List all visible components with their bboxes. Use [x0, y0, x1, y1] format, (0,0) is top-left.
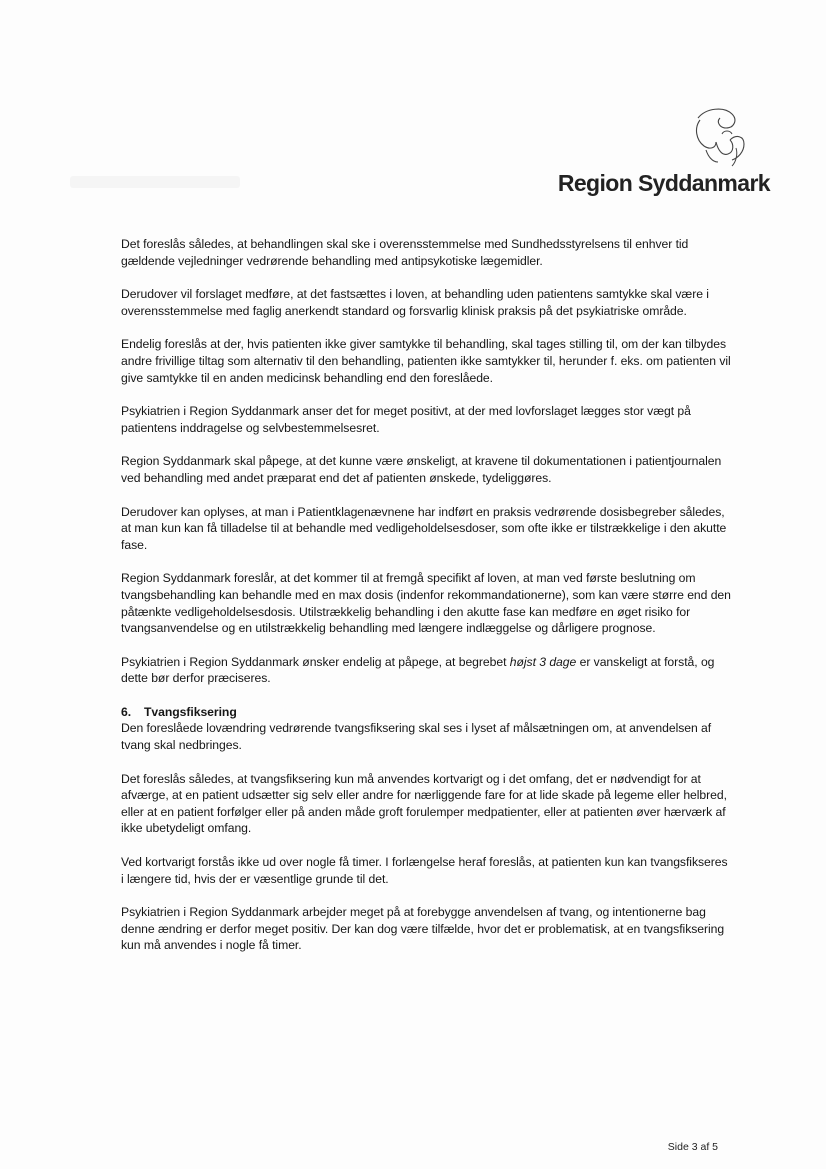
- faded-header-mark: [70, 176, 240, 188]
- section-title: Tvangsfiksering: [144, 704, 237, 719]
- paragraph-text: Psykiatrien i Region Syddanmark ønsker endelig at påpege, at begrebet: [121, 654, 510, 669]
- paragraph: Derudover vil forslaget medføre, at det fastsættes i loven, at behandling uden patientens samtykke skal være i overensstemmelse med faglig anerkendt standard og forsvarlig klinisk praksis på det psykiatriske område.: [121, 287, 709, 318]
- paragraph: Endelig foreslås at der, hvis patienten ikke giver samtykke til behandling, skal tages stilling til, om der kan tilbydes andre frivillige tiltag som alternativ til den behandling, patienten ikke samtykker til, herunder f. eks. om patienten vil give samtykke til en anden medicinsk behandling end den foreslåede.: [121, 337, 731, 385]
- paragraph: Den foreslåede lovændring vedrørende tvangsfiksering skal ses i lyset af målsætningen om, at anvendelsen af tvang skal nedbringes.: [121, 721, 712, 753]
- emphasized-term: højst 3 dage: [509, 654, 577, 669]
- section-number: 6.: [121, 704, 132, 719]
- section-heading: [121, 704, 731, 721]
- paragraph: Psykiatrien i Region Syddanmark anser det for meget positivt, at der med lovforslaget lægges stor vægt på patientens inddragelse og selvbestemmelsesret.: [121, 404, 691, 435]
- paragraph: Derudover kan oplyses, at man i Patientklagenævnene har indført en praksis vedrørende dosisbegreber således, at man kun kan få tilladelse til at behandle med vedligeholdelsesdoser, som ofte ikke er tilstrækkelige i den akutte fase.: [121, 504, 727, 552]
- paragraph: Det foreslås således, at tvangsfiksering kun må anvendes kortvarigt og i det omfang, det er nødvendigt for at afværge, at en patient udsætter sig selv eller andre for nærliggende fare for at lide skade på legeme eller helbred, eller at en patient forfølger eller på anden måde groft forulemper medpatienter, eller at patienten øver hærværk af ikke ubetydeligt omfang.: [121, 771, 727, 836]
- paragraph: Region Syddanmark foreslår, at det kommer til at fremgå specifikt af loven, at man ved første beslutning om tvangsbehandling kan behandle med en max dosis (indenfor rekommandationerne), som kan være større end den påtænkte vedligeholdelsesdosis. Utilstrækkelig behandling i den akutte fase kan medføre en øget risiko for tvangsanvendelse og en utilstrækkelig behandling med længere indlæggelse og dårligere prognose.: [121, 571, 731, 636]
- paragraph: Region Syddanmark skal påpege, at det kunne være ønskeligt, at kravene til dokumentationen i patientjournalen ved behandling med andet præparat end det af patienten ønskede, tydeliggøres.: [121, 454, 722, 485]
- org-name: Region Syddanmark: [557, 170, 770, 196]
- paragraph-text: er vanskeligt at forstå, og dette bør derfor præciseres.: [121, 654, 715, 686]
- paragraph: [121, 654, 731, 687]
- body-text: [121, 236, 731, 971]
- paragraph: Ved kortvarigt forstås ikke ud over nogle få timer. I forlængelse heraf foreslås, at patienten kun kan tvangsfikseres i længere tid, hvis der er væsentlige grunde til det.: [121, 855, 728, 886]
- page-number: Side 3 af 5: [667, 1141, 718, 1153]
- paragraph: Det foreslås således, at behandlingen skal ske i overensstemmelse med Sundhedsstyrelsens til enhver tid gældende vejledninger vedrørende behandling med antipsykotiske lægemidler.: [121, 237, 689, 268]
- paragraph: Psykiatrien i Region Syddanmark arbejder meget på at forebygge anvendelsen af tvang, og intentionerne bag denne ændring er derfor meget positiv. Der kan dog være tilfælde, hvor det er problematisk, at en tvangsfiksering kun må anvendes i nogle få timer.: [121, 905, 725, 953]
- region-logo: [557, 104, 770, 204]
- region-syddanmark-logo-icon: [676, 104, 756, 174]
